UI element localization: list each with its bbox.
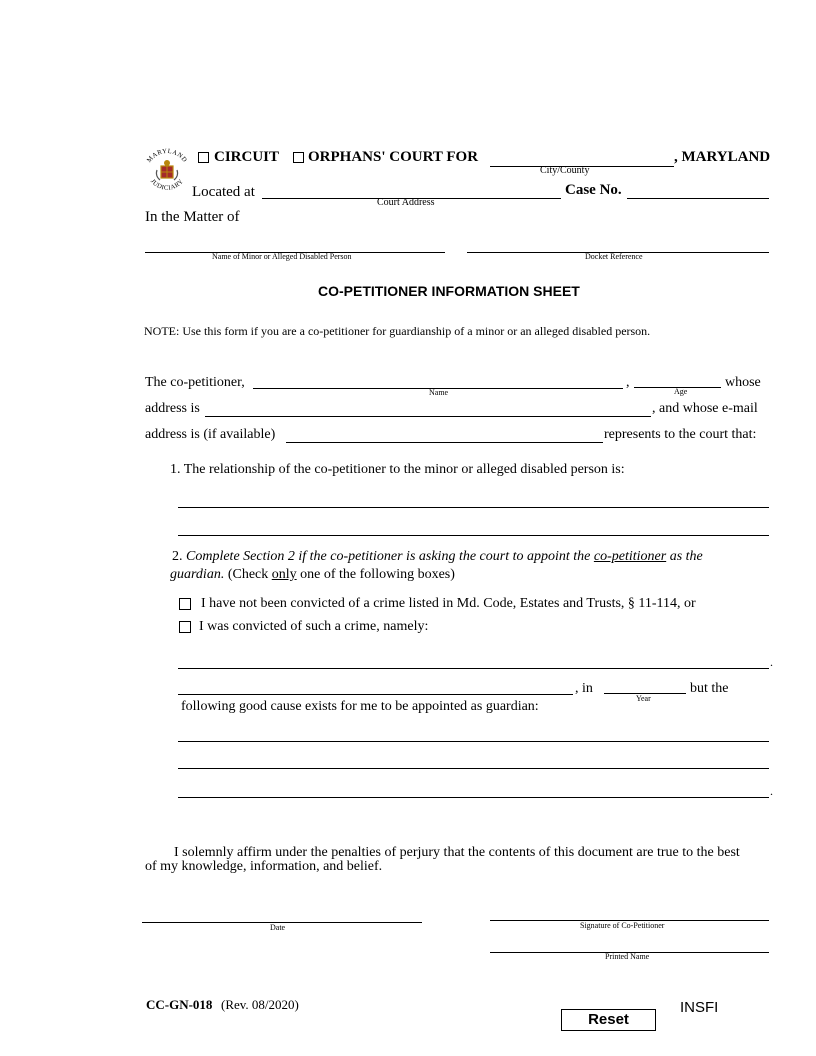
state-label: , MARYLAND [674,149,771,165]
reset-button[interactable]: Reset [561,1009,656,1031]
signature-caption: Signature of Co-Petitioner [580,921,665,930]
docket-reference-caption: Docket Reference [585,252,643,261]
affirmation-line-1: I solemnly affirm under the penalties of perjury that the contents of this document are true to the best [174,845,740,860]
section2-instr-b: co-petitioner [593,549,667,564]
check-c: one of the following boxes) [300,567,455,582]
good-cause-period: . [770,784,773,798]
in-label: , in [575,681,593,696]
city-county-caption: City/County [540,165,590,176]
whose-label: whose [725,375,761,390]
relationship-line-1[interactable] [178,507,769,508]
crime-location-field[interactable] [178,694,573,695]
form-id: CC-GN-018 [146,997,213,1012]
printed-name-caption: Printed Name [605,952,650,961]
affirmation-line-2: of my knowledge, information, and belief. [145,859,383,874]
but-the-label: but the [690,681,729,696]
section2-instr-c: as the [669,549,703,564]
comma-separator: , [626,375,630,390]
section2-check-instruction [170,567,455,583]
circuit-checkbox[interactable] [198,152,209,163]
not-convicted-label: I have not been convicted of a crime listed in Md. Code, Estates and Trusts, § 11-114, or [201,596,696,611]
age-caption: Age [674,387,688,396]
orphans-court-checkbox[interactable] [293,152,304,163]
copetitioner-label: The co-petitioner, [145,375,245,390]
form-revision: (Rev. 08/2020) [221,997,299,1012]
relationship-line-2[interactable] [178,535,769,536]
minor-name-caption: Name of Minor or Alleged Disabled Person [212,252,352,261]
was-convicted-label: I was convicted of such a crime, namely: [199,619,429,634]
maryland-judiciary-seal [142,146,192,200]
represents-label: represents to the court that: [604,427,757,442]
form-code: INSFI [680,999,719,1016]
email-label: address is (if available) [145,427,276,442]
date-caption: Date [270,923,286,932]
case-number-field[interactable] [627,198,769,199]
address-label: address is [145,401,200,416]
svg-text:JUDICIARY: JUDICIARY [148,177,186,192]
copetitioner-name-caption: Name [429,388,449,397]
orphans-court-label: ORPHANS' COURT FOR [308,149,479,165]
address-field[interactable] [205,416,651,417]
not-convicted-checkbox[interactable] [179,598,191,610]
crime-period: . [770,655,773,669]
page-title: CO-PETITIONER INFORMATION SHEET [318,283,580,299]
section2-instr-d: guardian. [170,567,225,582]
located-at-label: Located at [192,184,255,200]
section2-instr-a: Complete Section 2 if the co-petitioner is asking the court to appoint the [186,549,591,564]
crime-description-field[interactable] [178,668,769,669]
good-cause-label: following good cause exists for me to be appointed as guardian: [181,699,539,714]
good-cause-line-2[interactable] [178,768,769,769]
good-cause-line-3[interactable] [178,797,769,798]
year-caption: Year [636,694,651,703]
email-field[interactable] [286,442,603,443]
case-no-label: Case No. [565,182,622,198]
svg-text:MARYLAND: MARYLAND [145,147,189,164]
section2-number: 2. [172,549,183,564]
was-convicted-checkbox[interactable] [179,621,191,633]
section2-instruction [172,549,703,565]
check-b: only [271,567,297,582]
court-address-caption: Court Address [377,197,435,208]
section1-text: 1. The relationship of the co-petitioner to the minor or alleged disabled person is: [170,462,625,477]
good-cause-line-1[interactable] [178,741,769,742]
matter-label: In the Matter of [145,209,240,225]
email-tail-label: , and whose e-mail [652,401,758,416]
check-a: (Check [227,567,269,582]
note-text: NOTE: Use this form if you are a co-petitioner for guardianship of a minor or an alleged disabled person. [144,324,651,338]
circuit-label: CIRCUIT [214,149,280,165]
